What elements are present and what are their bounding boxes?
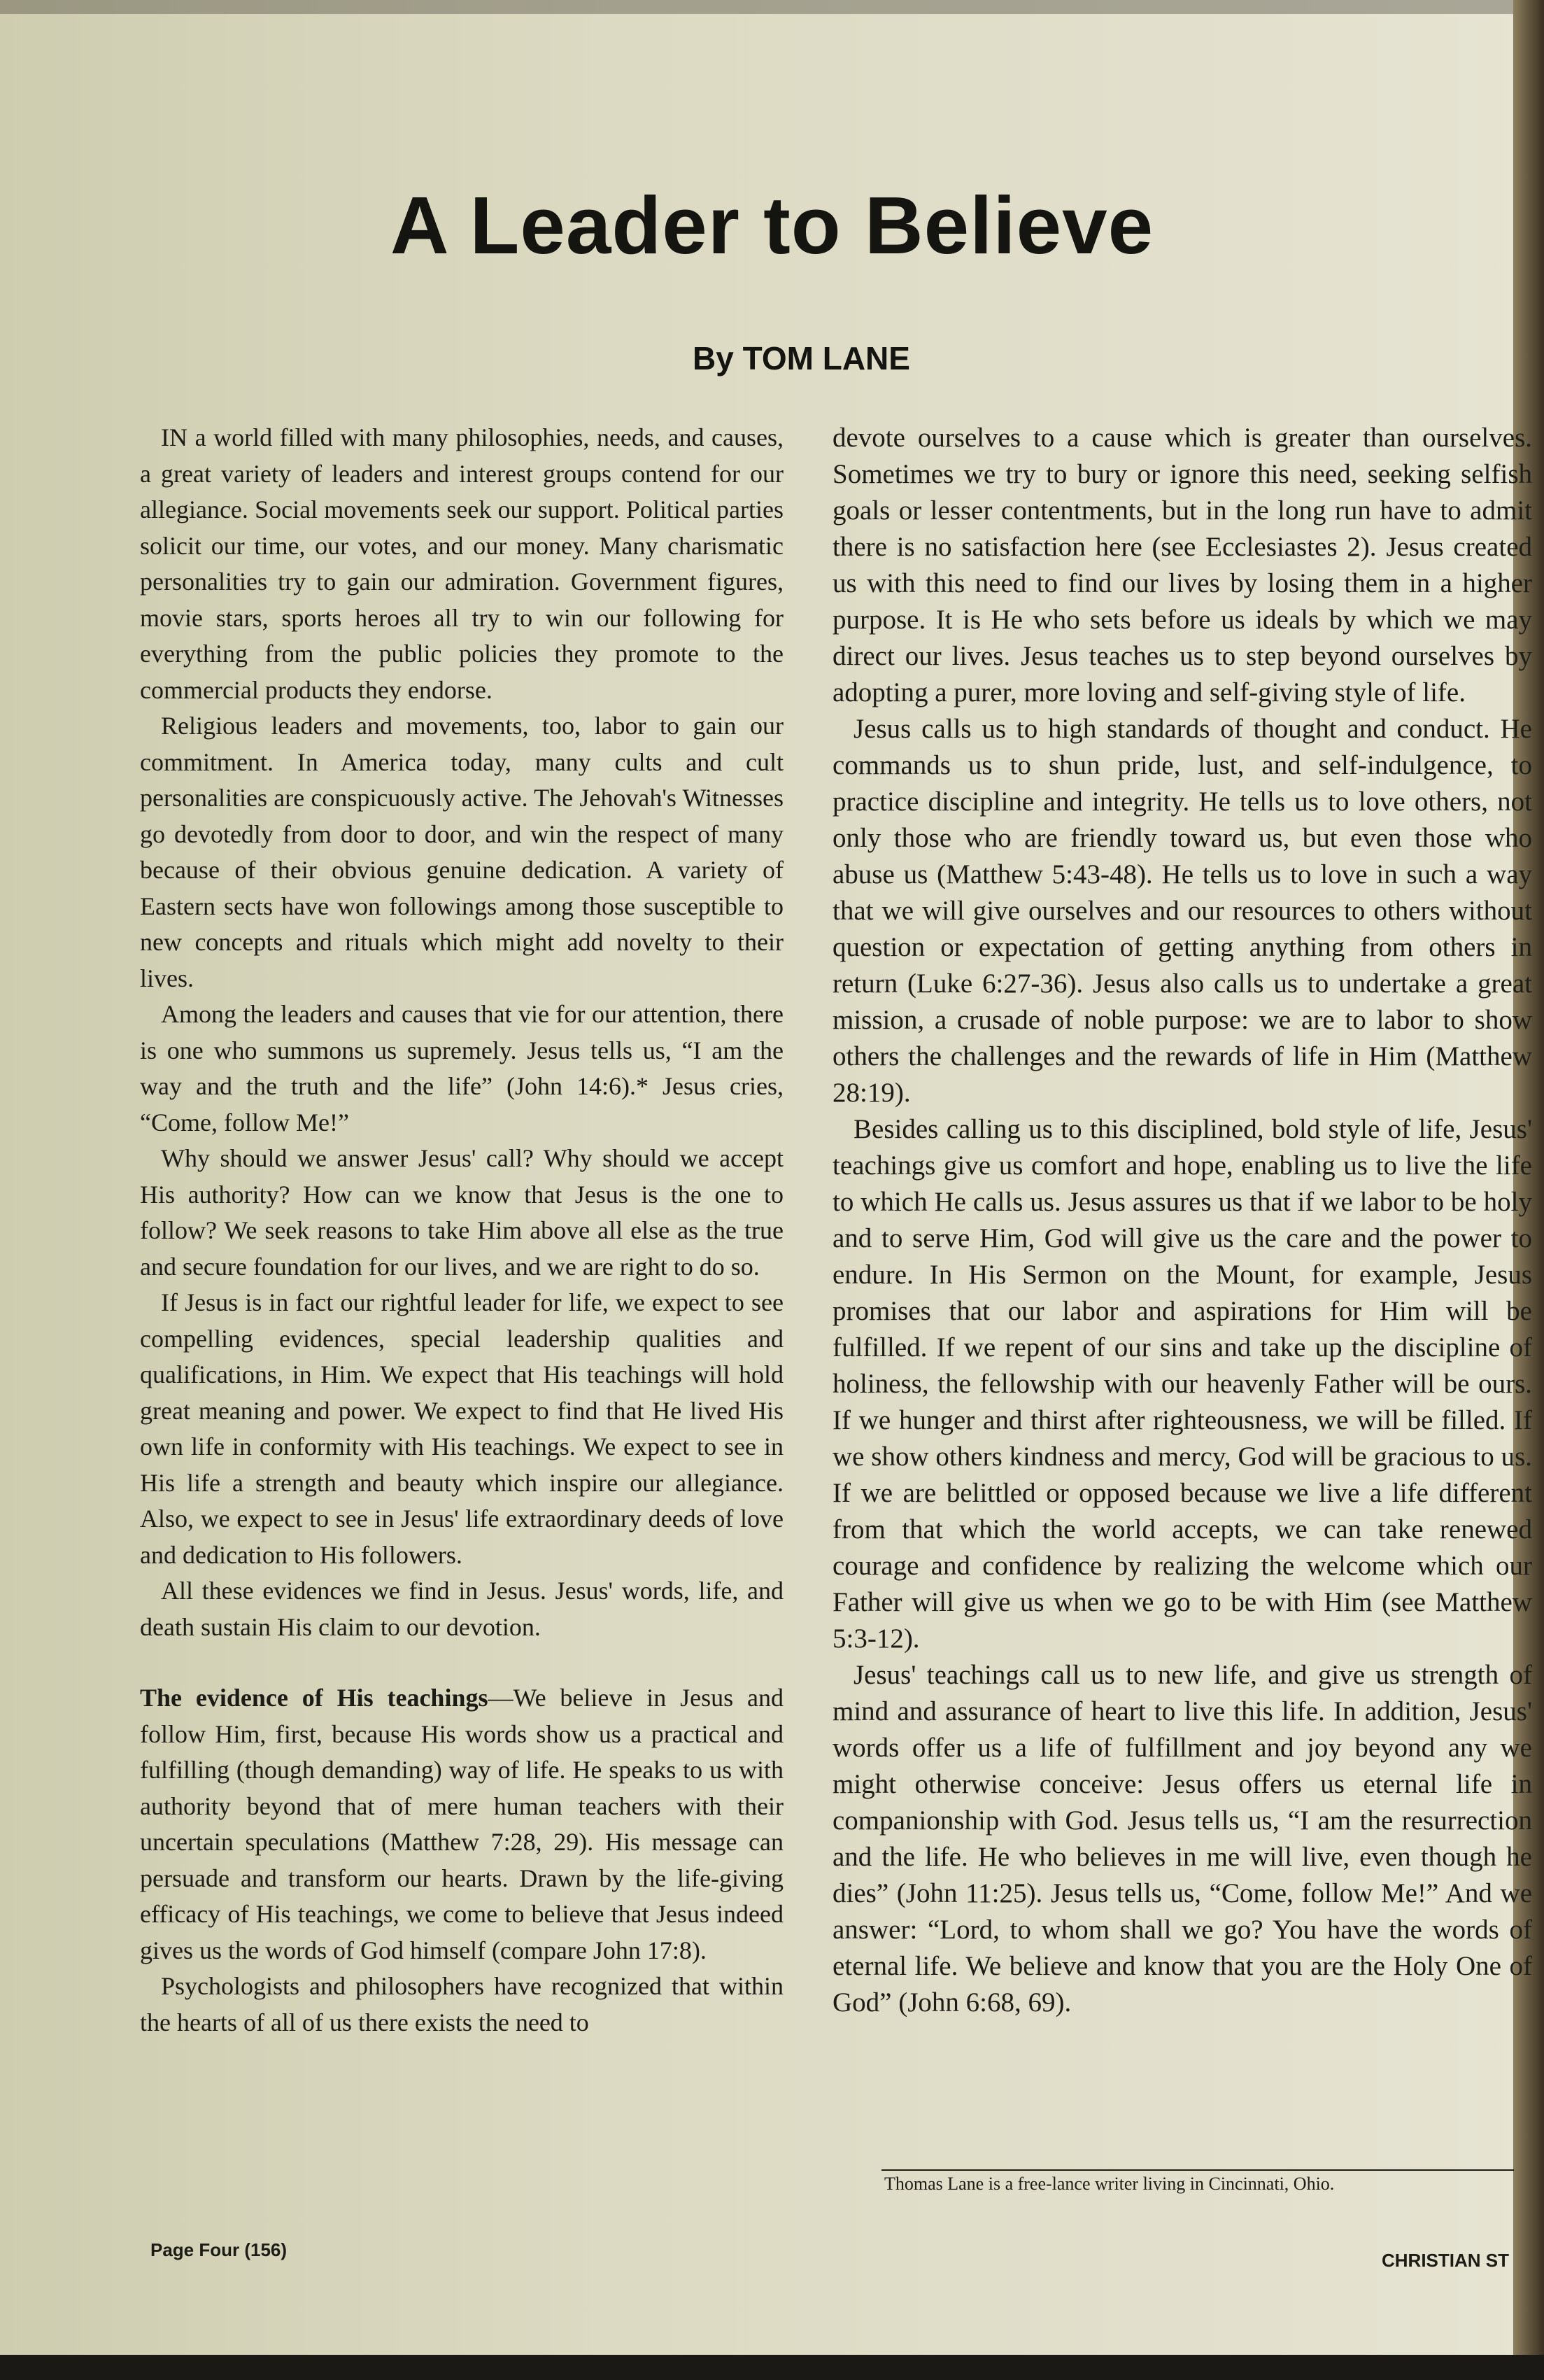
page-bottom-edge [0,2355,1544,2380]
section-text: —We believe in Jesus and follow Him, first, because His words show us a practical and fulfilling (though demanding) way of life. He speaks to us with authority beyond that of mere human teachers with their uncertain speculations (Matthew 7:28, 29). His message can persuade and transform our hearts. Drawn by the life-giving efficacy of His teachings, we come to believe that Jesus indeed gives us the words of God himself (compare John 17:8). [140,1684,784,1964]
paragraph: Jesus' teachings call us to new life, and give us strength of mind and assurance of heart to live this life. In addition, Jesus' words offer us a life of fulfillment and joy beyond any we might otherwise conceive: Jesus offers us eternal life in companionship with God. Jesus tells us, “I am the resurrection and the life. He who believes in me will live, even though he dies” (John 11:25). Jesus tells us, “Come, follow Me!” And we answer: “Lord, to whom shall we go? You have the words of eternal life. We believe and know that you are the Holy One of God” (John 6:68, 69). [833,1660,1532,2018]
page-top-edge [0,0,1544,14]
section-paragraph [140,1680,784,1969]
section-runin-heading: The evidence of His teachings [140,1684,488,1712]
author-footnote: Thomas Lane is a free-lance writer living in Cincinnati, Ohio. [881,2169,1514,2195]
paragraph: Psychologists and philosophers have recognized that within the hearts of all of us there exists the need to [140,1972,784,2036]
article-byline: By TOM LANE [693,340,910,376]
paragraph: Religious leaders and movements, too, labor to gain our commitment. In America today, many cults and cult personalities are conspicuously active. The Jehovah's Witnesses go devotedly from door to door, and win the respect of many because of their obvious genuine dedication. A variety of Eastern sects have won followings among those susceptible to new concepts and rituals which might add novelty to their lives. [140,712,784,992]
paragraph: If Jesus is in fact our rightful leader for life, we expect to see compelling evidences, special leadership qualities and qualifications, in Him. We expect that His teachings will hold great meaning and power. We expect to find that He lived His own life in conformity with His teachings. We expect to see in His life a strength and beauty which inspire our allegiance. Also, we expect to see in Jesus' life extraordinary deeds of love and dedication to His followers. [140,1288,784,1569]
paragraph: IN a world filled with many philosophies, needs, and causes, a great variety of leaders and interest groups contend for our allegiance. Social movements seek our support. Political parties solicit our time, our votes, and our money. Many charismatic personalities try to gain our admiration. Government figures, movie stars, sports heroes all try to win our following for everything from the public policies they promote to the commercial products they endorse. [140,423,784,704]
paragraph: Jesus calls us to high standards of thought and conduct. He commands us to shun pride, lust, and self-indulgence, to practice discipline and integrity. He tells us to love others, not only those who are friendly toward us, but even those who abuse us (Matthew 5:43-48). He tells us to love in such a way that we will give ourselves and our resources to others without question or expectation of getting anything from others in return (Luke 6:27-36). Jesus also calls us to undertake a great mission, a crusade of noble purpose: we are to labor to show others the challenges and the rewards of life in Him (Matthew 28:19). [833,714,1532,1108]
paragraph: All these evidences we find in Jesus. Jesus' words, life, and death sustain His claim to our devotion. [140,1577,784,1641]
left-column [140,420,784,2041]
paragraph: Among the leaders and causes that vie for our attention, there is one who summons us supremely. Jesus tells us, “I am the way and the truth and the life” (John 14:6).* Jesus cries, “Come, follow Me!” [140,1000,784,1136]
article-title: A Leader to Believe [390,180,1154,271]
paragraph: Why should we answer Jesus' call? Why should we accept His authority? How can we know that Jesus is the one to follow? We seek reasons to take Him above all else as the true and secure foundation for our lives, and we are right to do so. [140,1144,784,1281]
paragraph: Besides calling us to this disciplined, bold style of life, Jesus' teachings give us comfort and hope, enabling us to live the life to which He calls us. Jesus assures us that if we labor to be holy and to serve Him, God will give us the care and the power to endure. In His Sermon on the Mount, for example, Jesus promises that our labor and aspirations for Him will be fulfilled. If we repent of our sins and take up the discipline of holiness, the fellowship with our heavenly Father will be ours. If we hunger and thirst after righteousness, we will be filled. If we show others kindness and mercy, God will be gracious to us. If we are belittled or opposed because we live a life different from that which the world accepts, we can take renewed courage and confidence by realizing the welcome which our Father will give us when we go to be with Him (see Matthew 5:3-12). [833,1114,1532,1654]
running-footer: CHRISTIAN ST [1382,2250,1509,2271]
right-column [833,420,1532,2021]
page-folio: Page Four (156) [150,2239,288,2260]
paragraph: devote ourselves to a cause which is greater than ourselves. Sometimes we try to bury or ignore this need, seeking selfish goals or lesser contentments, but in the long run have to admit there is no satisfaction here (see Ecclesiastes 2). Jesus created us with this need to find our lives by losing them in a higher purpose. It is He who sets before us ideals by which we may direct our lives. Jesus teaches us to step beyond ourselves by adopting a purer, more loving and self-giving style of life. [833,423,1532,707]
